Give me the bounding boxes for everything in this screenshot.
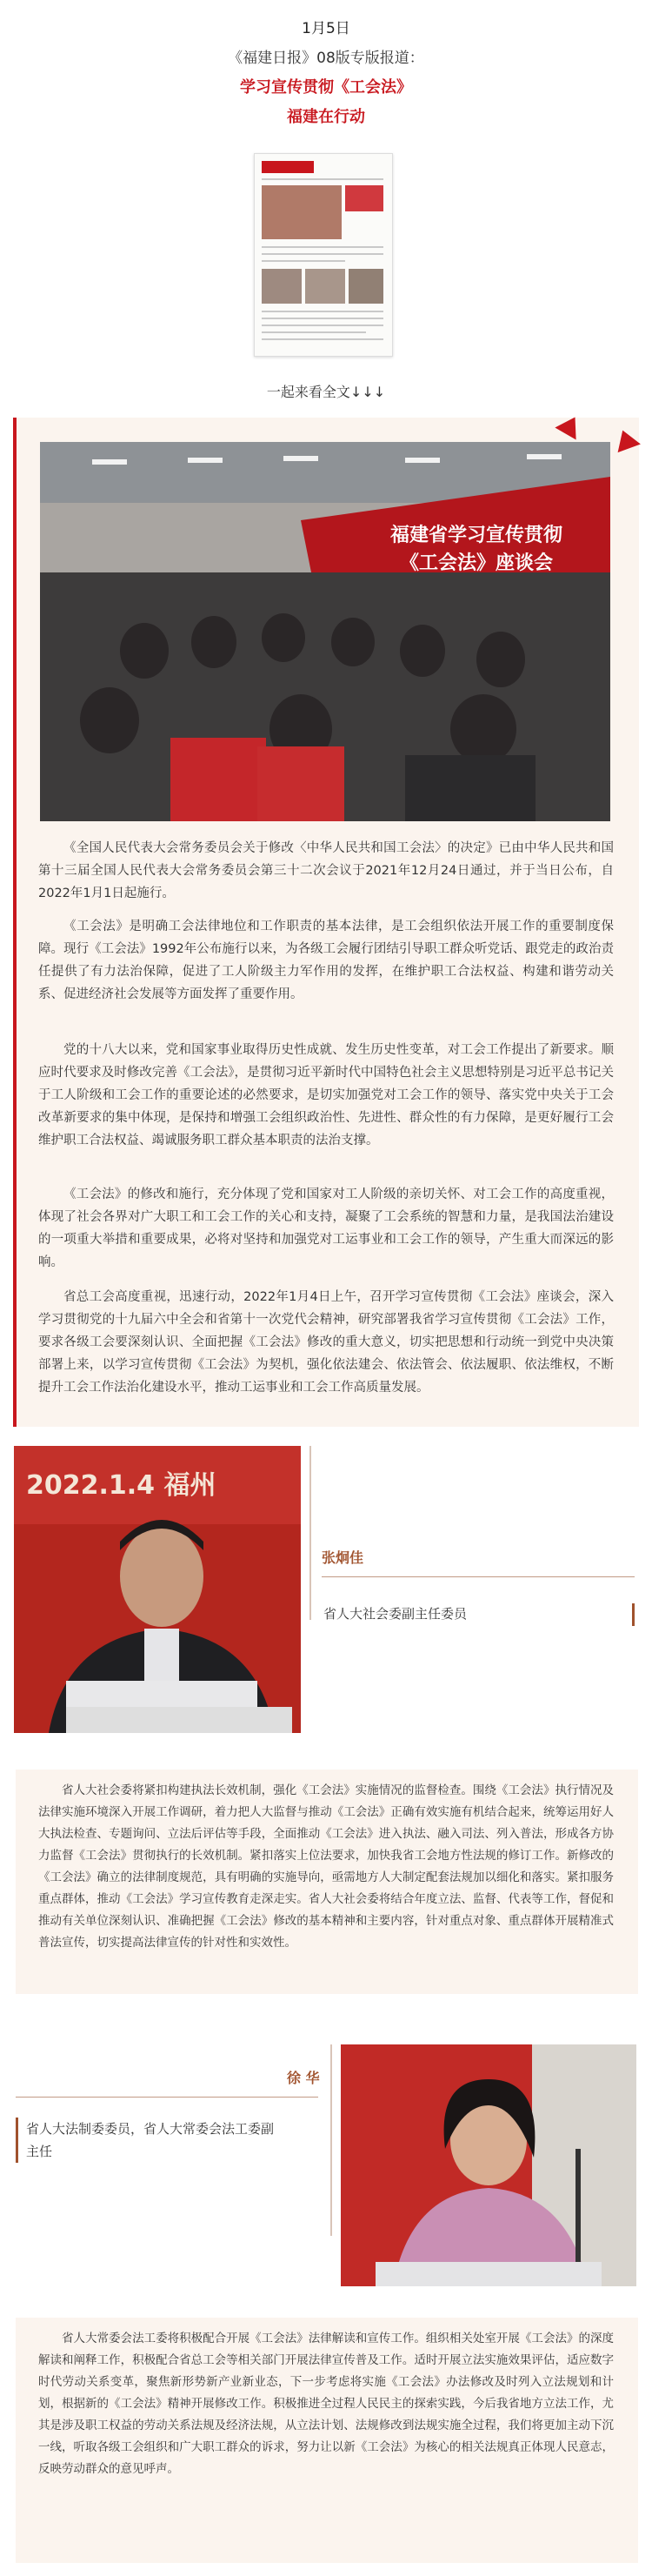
paragraph: 《全国人民代表大会常务委员会关于修改〈中华人民共和国工会法〉的决定》已由中华人民共和国第十三届全国人民代表大会常务委员会第三十二次会议于2021年12月24日通过，并于当日公布，自2022年1月1日起施行。 bbox=[38, 841, 614, 900]
headline-line-2: 福建在行动 bbox=[287, 108, 365, 126]
section-left-border bbox=[13, 418, 17, 1427]
speaker-photo bbox=[341, 2044, 636, 2286]
read-all-prompt: 一起来看全文↓↓↓ bbox=[266, 384, 386, 400]
speaker-title-line-2: 主任 bbox=[26, 2144, 53, 2159]
paragraph: 党的十八大以来，党和国家事业取得历史性成就、发生历史性变革，对工会工作提出了新要求。顺应时代要求及时修改完善《工会法》，是贯彻习近平新时代中国特色社会主义思想特别是习近平总书记关于工人阶级和工会工作的重要论述的必然要求，是切实加强党对工会工作的领导、落实党中央关于工会改革新要求的集中体现，是保持和增强工会组织政治性、先进性、群众性的有力保障，是更好履行工会维护职工合法权益、竭诚服务职工群众基本职责的法治支撑。 bbox=[38, 1043, 614, 1147]
accent-bar bbox=[16, 2118, 18, 2163]
meeting-photo-illustration bbox=[40, 442, 610, 821]
meeting-photo bbox=[40, 442, 610, 821]
name-underline bbox=[322, 1576, 635, 1577]
article-date: 1月5日 bbox=[302, 20, 350, 37]
newspaper-page-icon[interactable] bbox=[254, 153, 393, 357]
paragraph: 《工会法》是明确工会法律地位和工作职责的基本法律，是工会组织依法开展工作的重要制度保障。现行《工会法》1992年公布施行以来，为各级工会履行团结引导职工群众听党话、跟党走的政治责任提供了有力法治保障，促进了工人阶级主力军作用的发挥，在维护职工合法权益、构建和谐劳动关系、促进经济社会发展等方面发挥了重要作用。 bbox=[38, 920, 614, 1001]
speaker-title: 省人大社会委副主任委员 bbox=[323, 1606, 468, 1622]
divider-vertical bbox=[309, 1446, 311, 1620]
name-underline bbox=[16, 2097, 318, 2098]
photo-date-text: 2022.1.4 福州 bbox=[26, 1470, 216, 1501]
accent-bar bbox=[632, 1603, 635, 1626]
photo-banner-line-2: 《工会法》座谈会 bbox=[399, 552, 553, 574]
speaker-photo-illustration bbox=[341, 2044, 636, 2286]
paragraph: 省总工会高度重视，迅速行动，2022年1月4日上午，召开学习宣传贯彻《工会法》座谈会，深入学习贯彻党的十九届六中全会和省第十一次党代会精神，研究部署我省学习宣传贯彻《工会法》工作，要求各级工会要深刻认识、全面把握《工会法》修改的重大意义，切实把思想和行动统一到党中央决策部署上来，以学习宣传贯彻《工会法》为契机，强化依法建会、依法管会、依法履职、依法维权，不断提升工会工作法治化建设水平，推动工运事业和工会工作高质量发展。 bbox=[38, 1290, 614, 1395]
divider-vertical bbox=[330, 2044, 332, 2236]
source-line: 《福建日报》08版专版报道： bbox=[228, 50, 424, 67]
speaker-comment: 省人大常委会法工委将积极配合开展《工会法》法律解读和宣传工作。组织相关处室开展《工会法》的深度解读和阐释工作，积极配合省总工会等相关部门开展法律宣传普及工作。适时开展立法实施效果评估，适应数字时代劳动关系变革，聚焦新形势新产业新业态，下一步考虑将实施《工会法》办法修改及时列入立法规划和计划，根据新的《工会法》精神开展修改工作。积极推进全过程人民民主的探索实践，今后我省地方立法工作，尤其是涉及职工权益的劳动关系法规及经济法规，从立法计划、法规修改到法规实施全过程，我们将更加主动下沉一线，听取各级工会组织和广大职工群众的诉求，努力让以新《工会法》为核心的相关法规真正体现人民意志，反映劳动群众的意见呼声。 bbox=[38, 2332, 614, 2476]
speaker-name: 张炯佳 bbox=[322, 1549, 364, 1566]
speaker-name: 徐 华 bbox=[287, 2070, 320, 2086]
speaker-title-line-1: 省人大法制委委员，省人大常委会法工委副 bbox=[26, 2121, 275, 2137]
speaker-photo bbox=[14, 1446, 301, 1733]
headline-line-1: 学习宣传贯彻《工会法》 bbox=[240, 78, 412, 97]
photo-banner-line-1: 福建省学习宣传贯彻 bbox=[389, 525, 562, 546]
speaker-comment: 省人大社会委将紧扣构建执法长效机制，强化《工会法》实施情况的监督检查。围绕《工会法》执行情况及法律实施环境深入开展工作调研，着力把人大监督与推动《工会法》正确有效实施有机结合起来，统筹运用好人大执法检查、专题询问、立法后评估等手段，全面推动《工会法》进入执法、融入司法、列入普法，形成各方协力监督《工会法》贯彻执行的长效机制。紧扣落实上位法要求，加快我省工会地方性法规的修订工作。新修改的《工会法》确立的法律制度规范，具有明确的实施导向，亟需地方人大制定配套法规加以细化和落实。紧扣服务重点群体，推动《工会法》学习宣传教育走深走实。省人大社会委将结合年度立法、监督、代表等工作，督促和推动有关单位深刻认识、准确把握《工会法》修改的基本精神和主要内容，针对重点对象、重点群体开展精准式普法宣传，切实提高法律宣传的针对性和实效性。 bbox=[38, 1783, 614, 1950]
paragraph: 《工会法》的修改和施行，充分体现了党和国家对工人阶级的亲切关怀、对工会工作的高度重视，体现了社会各界对广大职工和工会工作的关心和支持，凝聚了工会系统的智慧和力量，是我国法治建设的一项重大举措和重要成果，必将对坚持和加强党对工运事业和工会工作的领导，产生重大而深远的影响。 bbox=[38, 1188, 614, 1269]
